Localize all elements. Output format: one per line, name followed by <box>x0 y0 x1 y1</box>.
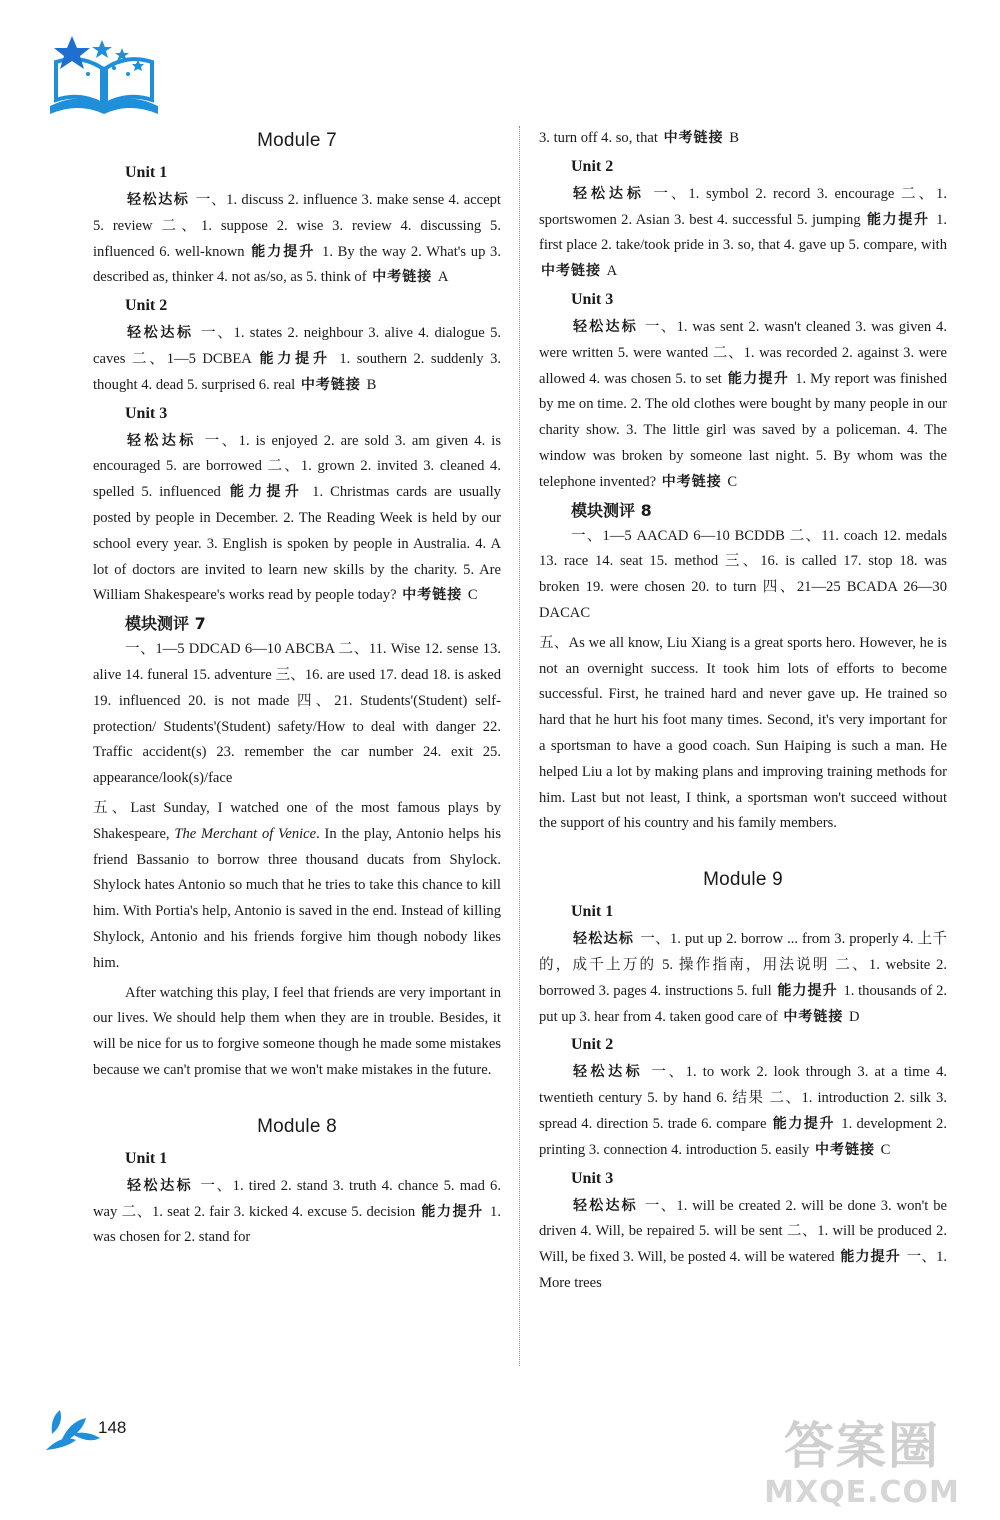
label-improve: 能力提升 <box>421 1203 484 1220</box>
label-easy: 轻松达标 <box>573 931 635 948</box>
module-7-title: Module 7 <box>257 130 337 151</box>
right-column <box>539 126 947 1301</box>
answer-text: 1. By the way 2. What's up 3. described as, thinker 4. not as/so, as 5. think of <box>93 243 501 286</box>
label-improve: 能力提升 <box>777 982 838 999</box>
answer-text: 一、1. is enjoyed 2. are sold 3. am given 4. is encouraged 5. are borrowed 二、1. grown 2. invited 3. cleaned 4. spelled 5. influenced <box>93 432 502 501</box>
answer-text: 一、1. was sent 2. wasn't cleaned 3. was given 4. were written 5. were wanted 二、1. was recorded 2. against 3. were allowed 4. was chosen 5. to set <box>539 318 947 387</box>
m8-unit-2-title: Unit 2 <box>571 157 614 175</box>
m8-unit-1-title: Unit 1 <box>125 1149 168 1167</box>
watermark-logo-text: 答案圈 <box>784 1417 940 1475</box>
m7-unit-3-answers <box>93 429 501 610</box>
watermark <box>742 1416 982 1516</box>
book-stars-logo-icon <box>42 34 166 118</box>
answer-text: 一、1. to work 2. look through 3. at a time 4. twentieth century 5. by hand 6. 结果 二、1. introduction 2. silk 3. spread 4. direction 5. trade 6. compare <box>539 1064 948 1132</box>
m8-unit-3-title: Unit 3 <box>571 290 614 308</box>
answer-text: 一、1. put up 2. borrow ... from 3. properly 4. 上千的，成千上万的 5. 操作指南，用法说明 二、1. website 2. borrowed 3. pages 4. instructions 5. full <box>539 931 947 999</box>
label-exam: 中考链接 <box>402 587 463 604</box>
answer-text: 1. thousands of 2. put up 3. hear from 4. taken good care of <box>539 982 948 1025</box>
label-easy: 轻松达标 <box>573 1064 644 1081</box>
answer-text: 1. southern 2. suddenly 3. thought 4. dead 5. surprised 6. real <box>93 350 502 393</box>
m9-unit-3-title: Unit 3 <box>571 1169 614 1187</box>
module-8-test-answers: 一、1—5 AACAD 6—10 BCDDB 二、11. coach 12. medals 13. race 14. seat 15. method 三、16. is called 17. stop 18. was broken 19. were chosen 20. to turn 四、21—25 BCADA 26—30 DACAC <box>539 527 947 621</box>
m7-unit-2-answers <box>93 321 501 398</box>
label-improve: 能力提升 <box>251 243 316 260</box>
label-improve: 能力提升 <box>840 1249 901 1266</box>
answer-text: C <box>880 1141 891 1158</box>
m9-unit-2-answers <box>539 1060 947 1163</box>
label-improve: 能力提升 <box>727 370 790 387</box>
answer-text: 一、1. tired 2. stand 3. truth 4. chance 5. mad 6. way 二、1. seat 2. fair 3. kicked 4. excuse 5. decision <box>93 1177 502 1220</box>
answer-text: 3. turn off 4. so, that <box>539 130 658 146</box>
label-exam: 中考链接 <box>663 130 724 146</box>
answer-text: 一、1. discuss 2. influence 3. make sense 4. accept 5. review 二、1. suppose 2. wise 3. review 4. discussing 5. influenced 6. well-known <box>93 192 501 260</box>
label-improve: 能力提升 <box>772 1115 836 1132</box>
label-easy: 轻松达标 <box>573 1197 638 1214</box>
answer-text: C <box>467 587 478 604</box>
module-7-essay-paragraph-1 <box>93 796 501 977</box>
leaf-decoration-icon <box>42 1404 104 1454</box>
answer-text: 1. first place 2. take/took pride in 3. so, that 4. gave up 5. compare, with <box>539 211 948 254</box>
answer-text: B <box>366 376 377 393</box>
answer-text: C <box>727 473 738 490</box>
column-divider <box>519 126 520 1366</box>
m9-unit-1-title: Unit 1 <box>571 903 614 921</box>
m9-unit-2-title: Unit 2 <box>571 1036 614 1054</box>
m7-unit-3-title: Unit 3 <box>125 404 168 422</box>
answer-text: 一、1. symbol 2. record 3. encourage 二、1. sportswomen 2. Asian 3. best 4. successful 5. jumping <box>539 185 948 228</box>
answer-text: 1. My report was finished by me on time. 2. The old clothes were bought by many people in our charity show. 3. The little girl was saved by a policeman. 4. The window was broken by someone last night. 5. By whom was the telephone invented? <box>539 370 947 490</box>
module-7-test-answers: 一、1—5 DDCAD 6—10 ABCBA 二、11. Wise 12. sense 13. alive 14. funeral 15. adventure 三、16. are used 17. dead 18. is asked 19. influenced 20. is not made 四、21. Students'(Student) self-protection/ Students'(Student) safety/How to deal with danger 22. Traffic accident(s) 23. remember the car number 24. exit 25. appearance/look(s)/face <box>93 641 501 787</box>
m8-unit-2-answers <box>539 182 947 285</box>
label-exam: 中考链接 <box>661 473 722 490</box>
label-exam: 中考链接 <box>541 263 601 280</box>
m8-unit-1-answers <box>93 1174 501 1251</box>
page-number: 148 <box>98 1418 127 1437</box>
label-easy: 轻松达标 <box>127 432 197 449</box>
essay-text: . In the play, Antonio helps his friend Bassanio to borrow three thousand ducats from Shylock. Shylock hates Antonio so much that he tries to take this chance to kill him. With Portia's help, Antonio is saved in the end. Instead of killing Shylock, Antonio and his friends forgive him though nobody likes him. <box>93 825 501 971</box>
answer-text: 1. Christmas cards are usually posted by people in December. 2. The Reading Week is held by our school every year. 3. English is spoken by people in Australia. 4. A lot of doctors are invited to learn new skills by the charity. 5. Are William Shakespeare's works read by people today? <box>93 484 501 604</box>
label-exam: 中考链接 <box>815 1141 875 1158</box>
label-easy: 轻松达标 <box>127 1177 194 1194</box>
module-8-title: Module 8 <box>257 1115 337 1137</box>
module-7-essay-paragraph-2: After watching this play, I feel that friends are very important in our lives. We should help them when they are in trouble. Besides, it will be nice for us to forgive someone though he made some mistakes because we can't promise that we won't make mistakes in the future. <box>93 984 501 1078</box>
watermark-url: MXQE.COM <box>764 1475 960 1510</box>
label-exam: 中考链接 <box>372 269 433 286</box>
label-easy: 轻松达标 <box>573 185 645 202</box>
answer-text: 1. was chosen for 2. stand for <box>93 1203 501 1246</box>
answer-text: B <box>729 130 739 146</box>
label-easy: 轻松达标 <box>127 192 190 208</box>
m8-unit-1-continued <box>539 126 947 152</box>
label-exam: 中考链接 <box>300 376 361 393</box>
answer-text: 一、1. states 2. neighbour 3. alive 4. dialogue 5. caves 二、1—5 DCBEA <box>93 325 502 367</box>
module-8-essay: 五、As we all know, Liu Xiang is a great sports hero. However, he is not an overnight success. It took him lots of efforts to become successful. First, he trained hard and never gave up. He trained so hard that he hurt his foot many times. Second, it's very important for a sportsman to have a good coach. Sun Haiping is such a man. He helped Liu a lot by making plans and improving training methods for him. Last but not least, I think, a sportsman won't succeed without the support of his country and his family members. <box>539 634 947 832</box>
module-8-test-title: 模块测评 8 <box>571 500 652 520</box>
m8-unit-3-answers <box>539 315 947 496</box>
answer-text: 1. development 2. printing 3. connection 4. introduction 5. easily <box>539 1115 948 1158</box>
answer-text: D <box>849 1008 860 1025</box>
label-easy: 轻松达标 <box>573 318 638 335</box>
answer-text: A <box>437 269 449 286</box>
essay-play-title: The Merchant of Venice <box>174 825 317 842</box>
m7-unit-1-title: Unit 1 <box>125 164 168 181</box>
m7-unit-2-title: Unit 2 <box>125 297 168 315</box>
answer-text: 一、1. More trees <box>539 1249 948 1291</box>
m9-unit-1-answers <box>539 927 947 1030</box>
module-7-test-title: 模块测评 7 <box>125 614 206 634</box>
left-column <box>93 126 501 1255</box>
label-improve: 能力提升 <box>229 484 304 501</box>
answer-text: A <box>606 263 618 280</box>
label-exam: 中考链接 <box>783 1008 844 1025</box>
label-improve: 能力提升 <box>866 211 930 228</box>
essay-text: 五、Last Sunday, I watched one of the most famous plays by Shakespeare, <box>93 799 501 842</box>
m7-unit-1-answers <box>93 188 501 291</box>
answer-text: 一、1. will be created 2. will be done 3. won't be driven 4. Will, be repaired 5. will be sent 二、1. will be produced 2. Will, be fixed 3. Will, be posted 4. will be watered <box>539 1197 948 1266</box>
module-9-title: Module 9 <box>703 869 783 891</box>
m9-unit-3-answers <box>539 1194 947 1297</box>
label-easy: 轻松达标 <box>127 325 194 342</box>
label-improve: 能力提升 <box>259 350 331 367</box>
